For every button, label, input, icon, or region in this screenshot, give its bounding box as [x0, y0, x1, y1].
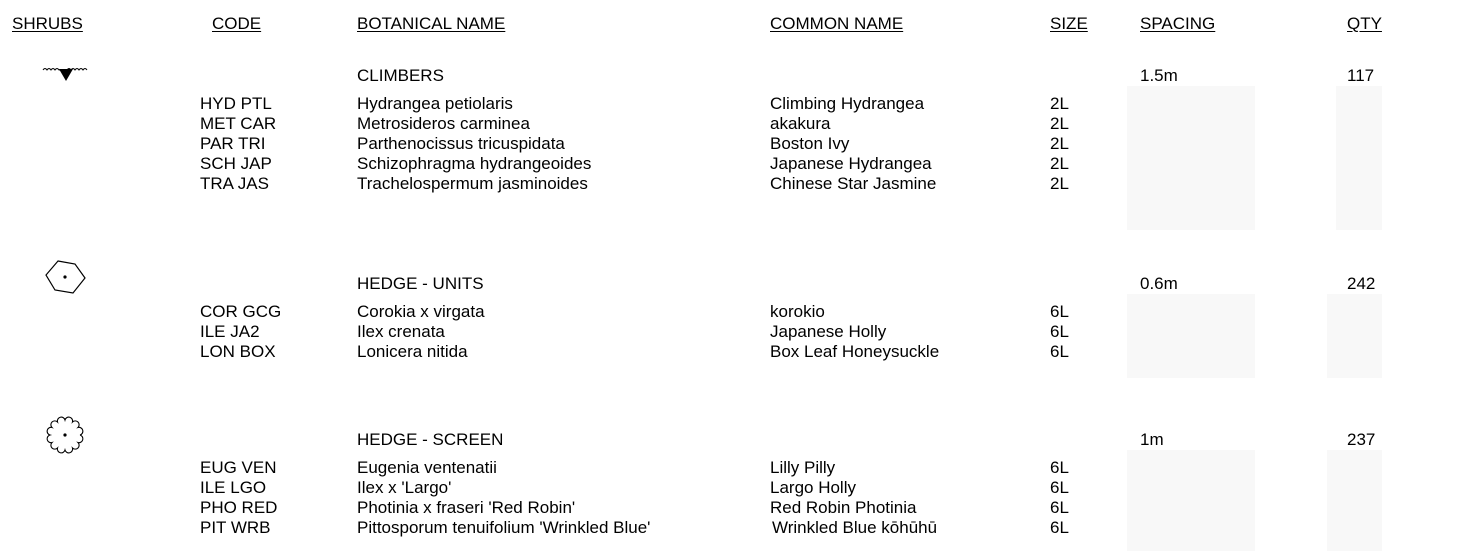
- qty-panel: [1327, 450, 1382, 551]
- spacing-panel: [1127, 294, 1255, 378]
- header-common-name: COMMON NAME: [770, 14, 904, 33]
- botanical-name: Pittosporum tenuifolium 'Wrinkled Blue': [357, 518, 651, 537]
- common-name: Wrinkled Blue kōhūhū: [772, 518, 938, 537]
- group-title: HEDGE - UNITS: [357, 274, 484, 293]
- plant-code: PAR TRI: [200, 134, 266, 153]
- group-title: HEDGE - SCREEN: [357, 430, 504, 449]
- group-spacing: 0.6m: [1140, 274, 1178, 293]
- common-name: Box Leaf Honeysuckle: [770, 342, 940, 361]
- plant-size: 6L: [1050, 458, 1069, 477]
- qty-panel: [1327, 294, 1382, 378]
- plant-code: ILE JA2: [200, 322, 260, 341]
- header-shrubs: SHRUBS: [12, 14, 83, 33]
- botanical-name: Corokia x virgata: [357, 302, 485, 321]
- plant-size: 6L: [1050, 342, 1069, 361]
- plant-size: 6L: [1050, 478, 1069, 497]
- header-size: SIZE: [1050, 14, 1088, 33]
- botanical-name: Ilex x 'Largo': [357, 478, 452, 497]
- plant-size: 2L: [1050, 174, 1069, 193]
- common-name: akakura: [770, 114, 831, 133]
- plant-code: SCH JAP: [200, 154, 272, 173]
- group-qty: 237: [1347, 430, 1376, 449]
- plant-size: 6L: [1050, 498, 1069, 517]
- plant-code: HYD PTL: [200, 94, 272, 113]
- spacing-panel: [1127, 86, 1255, 230]
- botanical-name: Trachelospermum jasminoides: [357, 174, 588, 193]
- group-spacing: 1.5m: [1140, 66, 1178, 85]
- botanical-name: Metrosideros carminea: [357, 114, 530, 133]
- qty-panel: [1336, 86, 1382, 230]
- botanical-name: Ilex crenata: [357, 322, 445, 341]
- plant-code: ILE LGO: [200, 478, 267, 497]
- plant-size: 6L: [1050, 322, 1069, 341]
- group-qty: 117: [1347, 66, 1375, 85]
- common-name: korokio: [770, 302, 825, 321]
- header-code: CODE: [212, 14, 262, 33]
- botanical-name: Photinia x fraseri 'Red Robin': [357, 498, 576, 517]
- plant-size: 2L: [1050, 154, 1069, 173]
- botanical-name: Schizophragma hydrangeoides: [357, 154, 592, 173]
- group-title: CLIMBERS: [357, 66, 444, 85]
- plant-size: 2L: [1050, 134, 1069, 153]
- plant-code: LON BOX: [200, 342, 276, 361]
- common-name: Boston Ivy: [770, 134, 850, 153]
- plant-size: 6L: [1050, 518, 1069, 537]
- common-name: Lilly Pilly: [770, 458, 836, 477]
- climber-arrow-icon: [40, 60, 94, 84]
- common-name: Climbing Hydrangea: [770, 94, 925, 113]
- plant-code: MET CAR: [200, 114, 277, 133]
- plant-code: PHO RED: [200, 498, 278, 517]
- plant-code: EUG VEN: [200, 458, 277, 477]
- common-name: Largo Holly: [770, 478, 856, 497]
- scalloped-circle-icon: [45, 415, 85, 455]
- botanical-name: Eugenia ventenatii: [357, 458, 497, 477]
- plant-code: TRA JAS: [200, 174, 269, 193]
- common-name: Japanese Hydrangea: [770, 154, 932, 173]
- common-name: Chinese Star Jasmine: [770, 174, 937, 193]
- botanical-name: Parthenocissus tricuspidata: [357, 134, 565, 153]
- plant-size: 2L: [1050, 94, 1069, 113]
- common-name: Red Robin Photinia: [770, 498, 917, 517]
- group-spacing: 1m: [1140, 430, 1164, 449]
- plant-code: COR GCG: [200, 302, 282, 321]
- spacing-panel: [1127, 450, 1255, 551]
- common-name: Japanese Holly: [770, 322, 887, 341]
- header-spacing: SPACING: [1140, 14, 1216, 33]
- plant-size: 2L: [1050, 114, 1069, 133]
- hexagon-hedge-icon: [43, 258, 87, 298]
- header-qty: QTY: [1347, 14, 1382, 33]
- plant-size: 6L: [1050, 302, 1069, 321]
- botanical-name: Hydrangea petiolaris: [357, 94, 513, 113]
- botanical-name: Lonicera nitida: [357, 342, 468, 361]
- group-qty: 242: [1347, 274, 1376, 293]
- plant-code: PIT WRB: [200, 518, 271, 537]
- header-botanical-name: BOTANICAL NAME: [357, 14, 506, 33]
